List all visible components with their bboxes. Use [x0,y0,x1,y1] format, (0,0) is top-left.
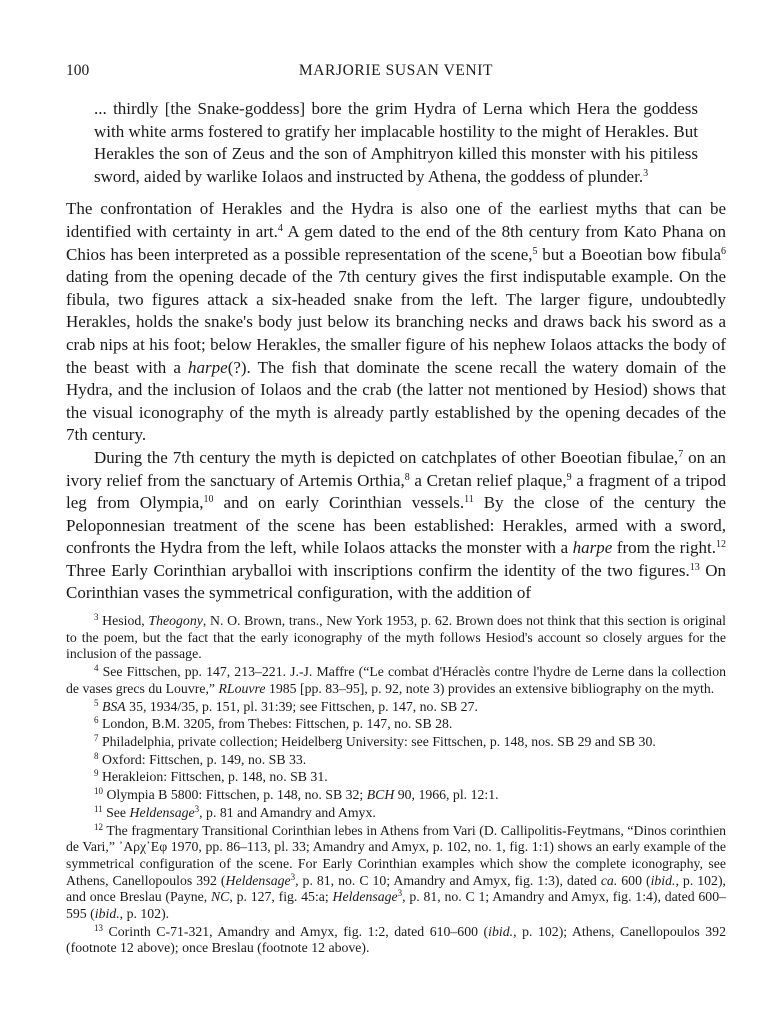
block-quote: ... thirdly [the Snake-goddess] bore the grim Hydra of Lerna which Hera the goddess with white arms fostered to gratify her implacable hostility to the might of Herakles. But Herakles the son of Zeus and the son of Amphitryon killed this monster with his pitiless sword, aided by warlike Iolaos and instructed by Athena, the goddess of plunder.$^3$ [94,99,698,186]
footnote-4: $^4$ See Fittschen, pp. 147, 213–221. J.-J. Maffre (“Le combat d'Héraclès contre l'hydre de Lerne dans la collection de vases grecs du Louvre,” RLouvre 1985 [pp. 83–95], p. 92, note 3) provides an extensive bibliography on the myth. [66,663,726,696]
footnote-11: $^{11}$ See Heldensage$^3$, p. 81 and Amandry and Amyx. [94,803,376,820]
main-text [66,98,726,958]
running-head: MARJORIE SUSAN VENIT [298,62,494,79]
footnote-10: $^{10}$ Olympia B 5800: Fittschen, p. 148, no. SB 32; BCH 90, 1966, pl. 12:1. [94,786,499,803]
page-number: 100 [66,62,90,79]
footnote-8: $^8$ Oxford: Fittschen, p. 149, no. SB 33. [94,750,307,767]
paragraph: The confrontation of Herakles and the Hydra is also one of the earliest myths that can be identified with certainty in art.$^4$ A gem dated to the end of the 8th century from Kato Phana on Chios has been interpreted as a possible representation of the scene,$^5$ but a Boeotian bow fibula$^6$ dating from the opening decade of the 7th century gives the first indisputable example. On the fibula, two figures attack a six-headed snake from the left. The larger figure, undoubtedly Herakles, holds the snake's body just below its branching necks and draws back his sword as a crab nips at his foot; below Herakles, the smaller figure of his nephew Iolaos attacks the body of the beast with a harpe(?). The fish that dominate the scene recall the watery domain of the Hydra, and the inclusion of Iolaos and the crab (the latter not mentioned by Hesiod) shows that the visual iconography of the myth is already partly established by the opening decades of the 7th century. [66,199,727,445]
footnote-7: $^7$ Philadelphia, private collection; Heidelberg University: see Fittschen, p. 148, nos. SB 29 and SB 30. [94,732,656,749]
footnotes [66,613,726,957]
footnote-6: $^6$ London, B.M. 3205, from Thebes: Fittschen, p. 147, no. SB 28. [94,715,453,732]
page-header [66,62,726,84]
footnote-13: $^{13}$ Corinth C-71-321, Amandry and Amyx, fig. 1:2, dated 610–600 (ibid., p. 102); Athens, Canellopoulos 392 (footnote 12 above); once Breslau (footnote 12 above). [66,922,726,956]
paragraph: During the 7th century the myth is depicted on catchplates of other Boeotian fibulae,$^7$ on an ivory relief from the sanctuary of Artemis Orthia,$^8$ a Cretan relief plaque,$^9$ a fragment of a tripod leg from Olympia,$^{10}$ and on early Corinthian vessels.$^{11}$ By the close of the century the Peloponnesian treatment of the scene has been established: Herakles, armed with a sword, confronts the Hydra from the left, while Iolaos attacks the monster with a harpe from the right.$^{12}$ Three Early Corinthian aryballoi with inscriptions confirm the identity of the two figures.$^{13}$ On Corinthian vases the symmetrical configuration, with the addition of [66,447,727,603]
footnote-12: $^{12}$ The fragmentary Transitional Corinthian lebes in Athens from Vari (D. Callipolitis-Feytmans, “Dinos corinthien de Vari,” ᾿Αρχ᾿Εφ 1970, pp. 86–113, pl. 33; Amandry and Amyx, p. 102, no. 1, fig. 1:1) shows an early example of the symmetrical configuration of the scene. For Early Corinthian examples which show the complete iconography, see Athens, Canellopoulos 392 (Heldensage$^3$, p. 81, no. C 10; Amandry and Amyx, fig. 1:3), dated ca. 600 (ibid., p. 102), and once Breslau (Payne, NC, p. 127, fig. 45:a; Heldensage$^3$, p. 81, no. C 1; Amandry and Amyx, fig. 1:4), dated 600–595 (ibid., p. 102). [66,821,726,922]
footnote-9: $^9$ Herakleion: Fittschen, p. 148, no. SB 31. [94,768,328,785]
footnote-3: $^3$ Hesiod, Theogony, N. O. Brown, trans., New York 1953, p. 62. Brown does not think that this section is original to the poem, but the fact that the early iconography of the myth follows Hesiod's account so closely argues for the inclusion of the passage. [66,612,726,662]
footnote-5: $^5$ BSA 35, 1934/35, p. 151, pl. 31:39; see Fittschen, p. 147, no. SB 27. [94,697,478,714]
